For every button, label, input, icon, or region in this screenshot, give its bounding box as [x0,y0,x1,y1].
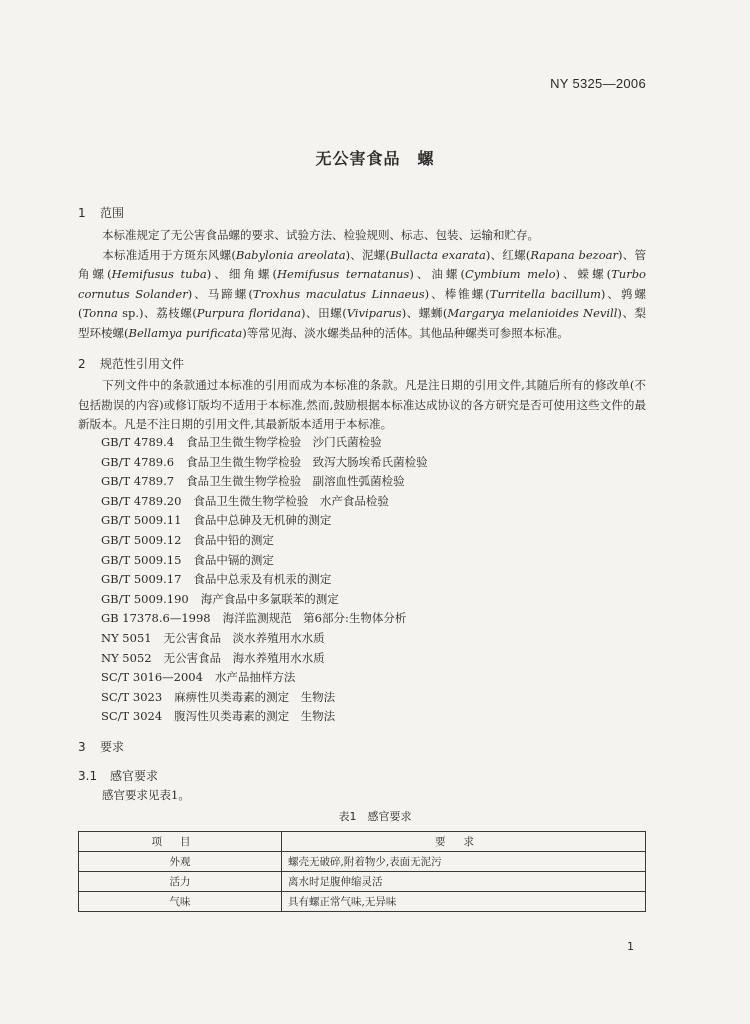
reference-title: 食品卫生微生物学检验 水产食品检验 [193,493,389,508]
species-name: Turritella bacillum [489,286,601,301]
header-requirement: 要求 [282,832,646,852]
species-name: Hemifusus tuba [111,267,207,282]
header-item: 项目 [79,832,282,852]
reference-code: SC/T 3016—2004 [101,670,203,685]
reference-title: 海产食品中多氯联苯的测定 [200,591,339,606]
reference-code: SC/T 3023 [101,689,163,704]
reference-title: 水产品抽样方法 [214,670,296,685]
reference-title: 食品卫生微生物学检验 致泻大肠埃希氏菌检验 [186,454,428,469]
species-name: Hemifusus ternatanus [276,267,410,282]
reference-item [101,433,428,453]
reference-code: GB/T 5009.11 [101,513,182,528]
reference-code: GB/T 4789.6 [101,454,175,469]
paragraph-text: 本标准规定了无公害食品螺的要求、试验方法、检验规则、标志、包装、运输和贮存。 [102,228,539,242]
section-3-1-heading [78,767,158,784]
species-name: Bullacta exarata [390,247,486,262]
table-header-row [79,832,646,852]
species-name: Rapana bezoar [530,247,618,262]
section-2-paragraph-1 [78,376,646,435]
species-name: Troxhus maculatus Linnaeus [252,286,425,301]
reference-title: 腹泻性贝类毒素的测定 生物法 [174,709,336,724]
reference-code: GB/T 5009.190 [101,591,189,606]
reference-code: GB/T 4789.4 [101,435,175,449]
section-number: 2 [78,357,86,371]
reference-title: 食品卫生微生物学检验 副溶血性弧菌检验 [186,474,405,489]
reference-item [101,453,428,473]
reference-title: 海洋监测规范 第6部分:生物体分析 [222,611,407,626]
cell-item: 活力 [79,872,282,892]
cell-requirement: 具有螺正常气味,无异味 [282,892,646,912]
reference-code: GB/T 5009.17 [101,572,182,587]
reference-title: 麻痹性贝类毒素的测定 生物法 [174,689,336,704]
reference-item [101,668,428,688]
normative-references-list [101,433,428,727]
reference-title: 食品中总砷及无机砷的测定 [193,513,332,528]
cell-item: 气味 [79,892,282,912]
document-title: 无公害食品 螺 [315,149,435,168]
section-title: 范围 [100,206,125,220]
reference-code: GB 17378.6—1998 [101,611,211,626]
reference-item [101,570,428,590]
reference-item [101,649,428,669]
section-1-heading [78,204,124,221]
reference-title: 食品中总汞及有机汞的测定 [193,572,332,587]
species-name: Purpura floridana [196,306,301,321]
reference-code: GB/T 4789.7 [101,474,175,489]
reference-item [101,590,428,610]
table-row [79,892,646,912]
reference-item [101,707,428,727]
reference-title: 食品中镉的测定 [193,552,274,567]
table-row [79,852,646,872]
sensory-requirements-table [78,831,646,912]
section-3-heading [78,738,124,755]
cell-requirement: 离水时足腹伸缩灵活 [282,872,646,892]
reference-code: SC/T 3024 [101,709,163,724]
species-name: Cymbium melo [464,267,556,282]
reference-item [101,492,428,512]
reference-title: 无公害食品 海水养殖用水水质 [163,650,325,665]
reference-item [101,472,428,492]
reference-code: GB/T 4789.20 [101,493,182,508]
reference-title: 无公害食品 淡水养殖用水水质 [163,630,325,645]
section-1-paragraph-2: 本标准适用于方斑东风螺(Babylonia areolata)、泥螺(Bullacta exarata)、红螺(Rapana bezoar)、管角螺(Hemifusus tuba)、细角螺(Hemifusus ternatanus)、油螺(Cymbium melo)、蝾螺(Turbo cornutus Solander)、马蹄螺(Troxhus maculatus Linnaeus)、棒锥螺(Turritella bacillum)、鹑螺(Tonna sp.)、荔枝螺(Purpura floridana)、田螺(Viviparus)、螺蛳(Margarya melanioides Nevill)、梨型环棱螺(Bellamya purificata)等常见海、淡水螺类品种的活体。其他品种螺类可参照本标准。 [78,247,647,340]
cell-requirement: 螺壳无破碎,附着物少,表面无泥污 [282,852,646,872]
species-name: Tonna [82,306,118,321]
reference-item [101,688,428,708]
species-name: Babylonia areolata [235,247,346,262]
species-name: Viviparus [346,306,402,321]
section-number: 3 [78,740,86,754]
section-number: 1 [78,206,86,220]
section-title: 感官要求 [110,769,159,783]
reference-item [101,531,428,551]
reference-title: 食品中铅的测定 [193,532,274,547]
page-number: 1 [627,940,634,953]
table-1-caption: 表1 感官要求 [338,810,412,823]
section-number: 3.1 [78,769,98,783]
paragraph-text: 下列文件中的条款通过本标准的引用而成为本标准的条款。凡是注日期的引用文件,其随后所有的修改单(不包括勘误的内容)或修订版均不适用于本标准,然而,鼓励根据本标准达成协议的各方研究是否可使用这些文件的最新版本。凡是不注日期的引用文件,其最新版本适用于本标准。 [78,378,646,432]
section-1-paragraph-1 [78,226,646,246]
paragraph-text: 感官要求见表1。 [102,788,190,802]
standard-code: NY 5325—2006 [550,76,646,91]
table-row [79,872,646,892]
species-name: Margarya melanioides Nevill [447,306,618,321]
reference-item [101,551,428,571]
reference-code: GB/T 5009.12 [101,532,182,547]
cell-item: 外观 [79,852,282,872]
section-title: 规范性引用文件 [100,357,185,371]
section-3-1-paragraph [78,786,646,806]
reference-code: NY 5051 [101,630,152,645]
reference-item [101,609,428,629]
reference-code: NY 5052 [101,650,152,665]
species-name: Bellamya purificata [128,325,243,340]
reference-item [101,511,428,531]
section-title: 要求 [100,740,125,754]
reference-title: 食品卫生微生物学检验 沙门氏菌检验 [186,435,382,449]
section-2-heading [78,355,184,372]
species-name: Turbo cornutus Solander [78,267,646,301]
reference-code: GB/T 5009.15 [101,552,182,567]
reference-item [101,629,428,649]
